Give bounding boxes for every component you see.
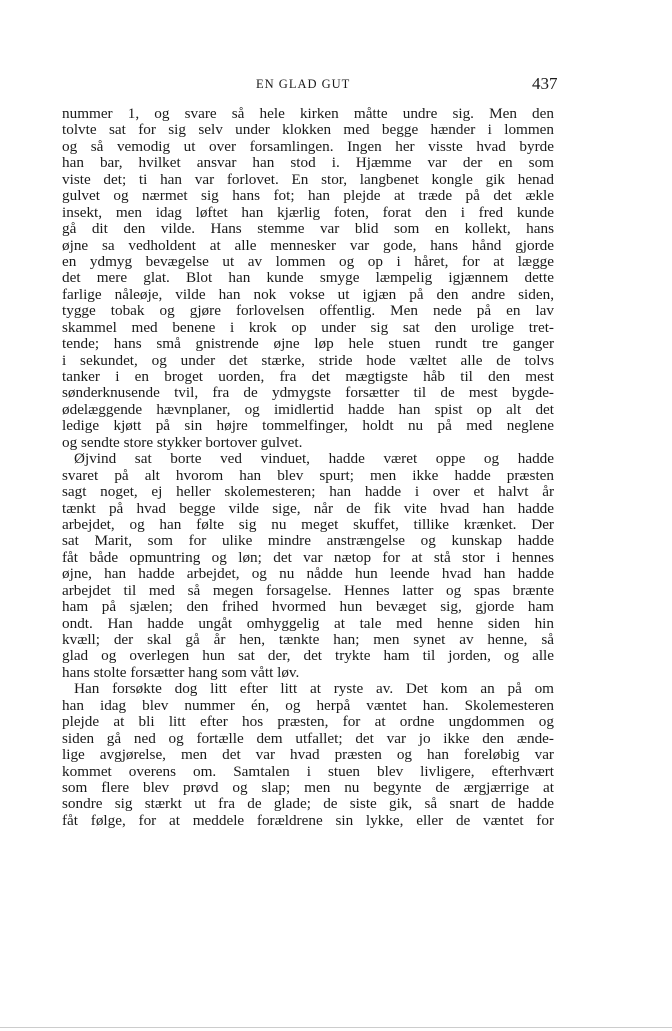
text-line: gulvet og nærmet sig hans fot; han plejde at træde på det ækle bbox=[62, 188, 554, 205]
text-line: arbejdet, og han følte sig nu meget skuffet, tillike krænket. Der bbox=[62, 516, 554, 533]
running-title: EN GLAD GUT bbox=[256, 77, 351, 91]
text-line: kvæll; der skal gå år hen, tænkte han; men synet av henne, så bbox=[62, 632, 554, 648]
text-line: tolvte sat for sig selv under klokken med begge hænder i lommen bbox=[62, 122, 554, 139]
text-line: nummer 1, og svare så hele kirken måtte undre sig. Men den bbox=[62, 106, 554, 122]
text-line: fåt følge, for at meddele forældrene sin lykke, eller de væntet for bbox=[62, 812, 554, 829]
text-line: plejde at bli litt efter hos præsten, for at ordne ungdommen og bbox=[62, 714, 554, 731]
text-line: hans stolte forsætter hang som vått løv. bbox=[62, 664, 300, 681]
text-line: kommet overens om. Samtalen i stuen blev livligere, efterhvært bbox=[62, 763, 554, 780]
text-line: og så vemodig ut over forsamlingen. Ingen her visste hvad byrde bbox=[62, 138, 554, 155]
text-line: det mere glat. Blot han kunde smyge læmpelig igjænnem dette bbox=[62, 270, 554, 287]
page-header bbox=[0, 74, 672, 98]
text-line: ødelæggende hævnplaner, og imidlertid hadde han spist op alt det bbox=[62, 401, 554, 418]
text-line: sønderknusende tvil, fra de ydmygste forsætter til de mest bygde- bbox=[62, 385, 554, 402]
body-text bbox=[62, 106, 554, 829]
text-line: Han forsøkte dog litt efter litt at ryste av. Det kom an på om bbox=[74, 681, 554, 698]
text-line: viste det; ti han var forlovet. En stor, langbenet kongle gik henad bbox=[62, 171, 554, 188]
text-line: som flere blev prøvd og slap; men nu begynte de ærgjærrige at bbox=[62, 779, 554, 796]
text-line: ondt. Han hadde ungåt omhyggelig at tale med henne siden hin bbox=[62, 615, 554, 632]
scan-edge-line bbox=[0, 1027, 672, 1028]
text-line: farlige nåleøje, vilde han nok vokse ut igjæn på den andre siden, bbox=[62, 286, 554, 303]
text-line: insekt, men idag løftet han kjærlig foten, forat den i fred kunde bbox=[62, 204, 554, 221]
text-line: skammel med benene i krok op under sig sat den urolige tret- bbox=[62, 319, 554, 336]
page-number: 437 bbox=[532, 74, 558, 93]
text-line: tygge tobak og gjøre forlovelsen offentlig. Men nede på en lav bbox=[62, 303, 554, 320]
text-line: arbejdet til med så megen forsagelse. Hennes latter og spas brænte bbox=[62, 582, 554, 599]
text-line: sagt noget, ej heller skolemesteren; han hadde i over et halvt år bbox=[62, 484, 554, 501]
text-line: han bar, hvilket ansvar han stod i. Hjæmme var der en som bbox=[62, 155, 554, 172]
text-line: gå dit den vilde. Hans stemme var blid som en kollekt, hans bbox=[62, 221, 554, 238]
text-line: tænkt på hvad begge vilde sige, når de fik vite hvad han hadde bbox=[62, 500, 554, 517]
text-line: øjne, han hadde arbejdet, og nu nådde hun leende hvad han hadde bbox=[62, 566, 554, 583]
text-line: han idag blev nummer én, og herpå væntet han. Skolemesteren bbox=[62, 697, 554, 714]
text-line: glad og overlegen hun sat der, det trykte ham til jorden, og alle bbox=[62, 648, 554, 665]
text-line: svaret på alt hvorom han blev spurt; men ikke hadde præsten bbox=[62, 467, 554, 484]
text-line: i sekundet, og under det stærke, stride hode væltet alle de tolvs bbox=[62, 352, 554, 369]
text-line: ledige kjøtt på sin højre tommelfinger, holdt nu på med neglene bbox=[62, 418, 554, 435]
text-line: ham på sjælen; den frihed hvormed hun bevæget sig, gjorde ham bbox=[62, 599, 554, 616]
text-line: Øjvind sat borte ved vinduet, hadde været oppe og hadde bbox=[74, 451, 554, 468]
text-line: en ydmyg bevægelse ut av lommen og op i håret, for at lægge bbox=[62, 253, 554, 270]
text-line: tanker i en broget uorden, fra det mægtigste håb til den mest bbox=[62, 369, 554, 385]
text-line: fåt både opmuntring og løn; det var nætop for at stå stor i hennes bbox=[62, 549, 554, 566]
text-line: sondre sig stærkt ut fra de glade; de siste gik, så snart de hadde bbox=[62, 796, 554, 813]
text-line: siden gå ned og fortælle dem utfallet; det var jo ikke den ænde- bbox=[62, 730, 554, 747]
text-line: og sendte store stykker bortover gulvet. bbox=[62, 434, 303, 451]
text-line: tende; hans små gnistrende øjne løp hele stuen rundt tre ganger bbox=[62, 336, 554, 353]
text-line: øjne sa vedholdent at alle mennesker var gode, hans hånd gjorde bbox=[62, 237, 554, 254]
text-line: sat Marit, som for ulike mindre anstrængelse og kunskap hadde bbox=[62, 533, 554, 550]
text-line: lige avgjørelse, men det var hvad præsten og han foreløbig var bbox=[62, 747, 554, 764]
